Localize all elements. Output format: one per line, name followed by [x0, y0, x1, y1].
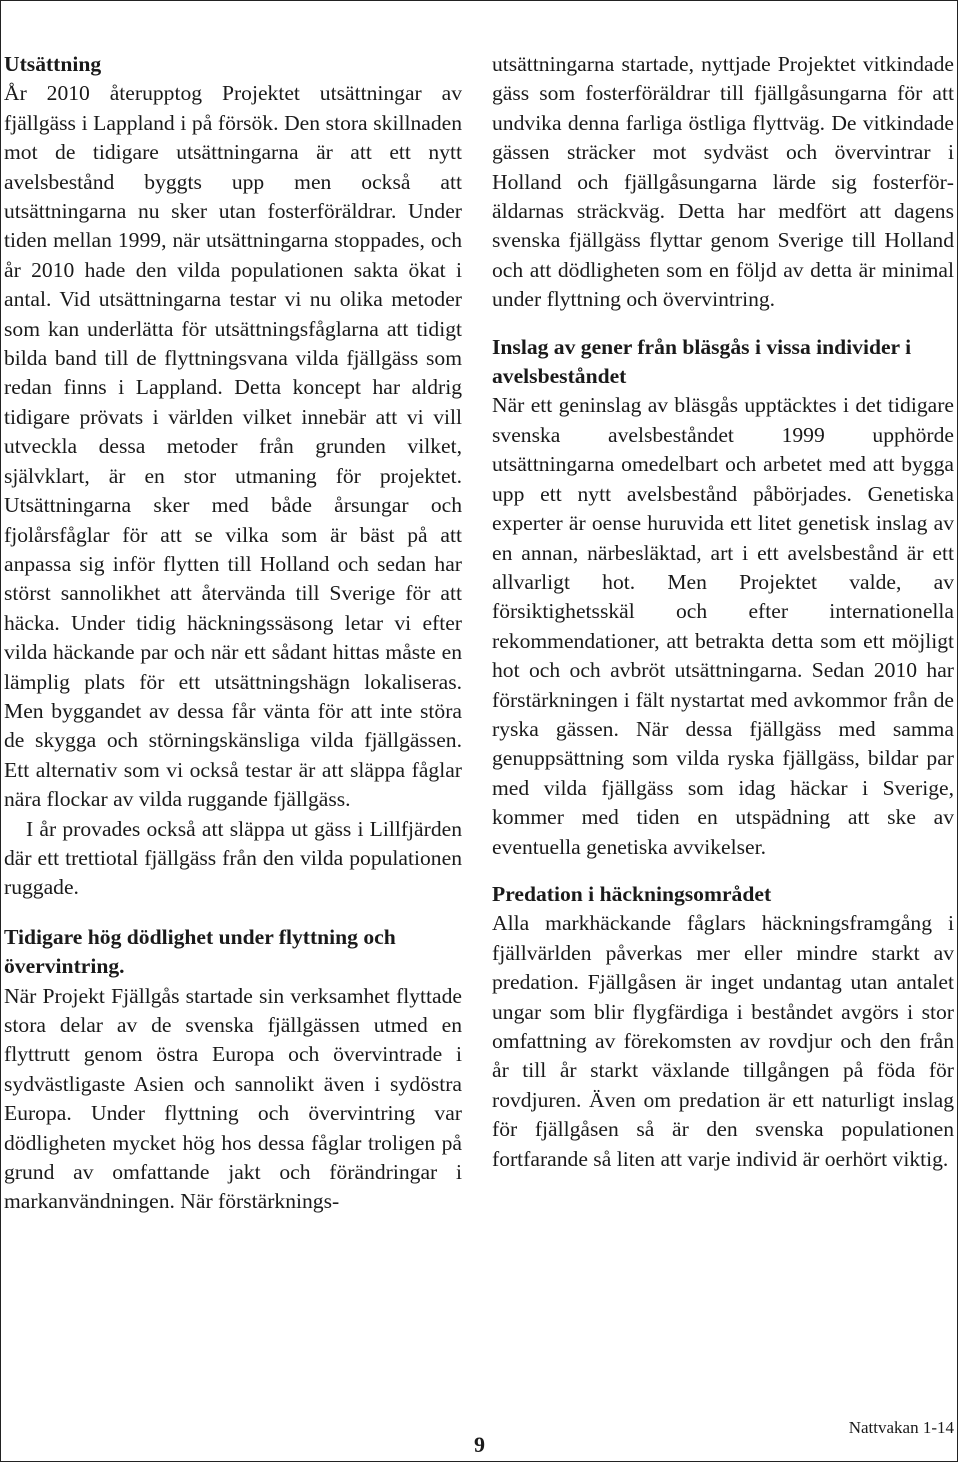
- section-heading-utsattning: Utsättning: [4, 52, 102, 76]
- body-paragraph: År 2010 återupptog Projektet utsättningar av fjällgäss i Lappland i på försök. Den stora skillnaden mot de tidigare utsättningarna är att ett nytt avelsbestånd byggts upp men också att utsättningarna nu sker utan fosterföräldrar. Under tiden mellan 1999, när utsättningarna stoppades, och år 2010 hade den vilda populationen sakta ökat i antal. Vid utsättningarna testar vi nu olika metoder som kan underlätta för utsättningsfåglarna att tidigt bilda band till de flyttningsvana vilda fjällgäss som redan finns i Lappland. Detta koncept har aldrig tidigare prövats i världen vilket innebär att vi vill utveckla dessa metoder från grunden vilket, självklart, är en stor utmaning för projektet. Utsättningarna sker med både årsungar och fjolårsfåglar för att se vilka som är bäst på att anpassa sig inför flytten till Holland och sedan har störst sannolikhet att återvända till Sverige för att häcka. Under tidig häckningssäsong letar vi efter vilda häckande par och när ett sådant hittas måste en lämplig plats för ett utsättningshägn lokaliseras. Men byggandet av dessa får vänta för att inte störa de skygga och störningskänsliga vilda fjällgässen. Ett alternativ som vi också testar är att släppa fåglar nära flockar av vilda ruggande fjällgäss.: [4, 81, 462, 812]
- section-heading-blasgas: Inslag av gener från bläsgås i vissa individer i avelsbeståndet: [492, 334, 912, 389]
- right-column: [492, 50, 954, 1174]
- body-paragraph: När Projekt Fjällgås startade sin verksamhet flyttade stora delar av de svenska fjällgässen utmed en flyttrutt genom östra Europa och övervintrade i sydvästligaste Asien och sannolikt även i sydöstra Europa. Under flyttning och övervintring var dödligheten mycket hög hos dessa fåglar troligen på grund av omfattande jakt och förändringar i markanvändningen. När förstärknings-: [4, 983, 462, 1214]
- page-number: 9: [474, 1432, 485, 1457]
- journal-reference: Nattvakan 1-14: [848, 1418, 954, 1437]
- body-paragraph: I år provades också att släppa ut gäss i Lillfjärden där ett trettiotal fjällgäss från den vilda populationen ruggade.: [4, 816, 462, 900]
- section-heading-predation: Predation i häckningsområdet: [492, 881, 772, 906]
- left-column: [4, 50, 462, 1217]
- section-heading-dodlighet: Tidigare hög dödlighet under flyttning och övervintring.: [4, 924, 396, 979]
- body-paragraph: utsättningarna startade, nyttjade Projektet vitkindade gäss som fosterföräldrar till fjällgåsungarna för att undvika denna farliga östliga flyttväg. De vitkindade gässen sträcker mot sydväst och övervintrar i Holland och fjällgåsungarna lärde sig fosterföräldarnas sträckväg. Detta har medfört att dagens svenska fjällgäss flyttar genom Sverige till Holland och att dödligheten som en följd av detta är minimal under flyttning och övervintring.: [492, 52, 954, 312]
- body-paragraph: När ett geninslag av bläsgås upptäcktes i det tidigare svenska avelsbeståndet 1999 upphörde utsättningarna omedelbart och arbetet med att bygga upp ett nytt avelsbestånd påbörjades. Genetiska experter är oense huruvida ett litet genetisk inslag av en annan, närbesläktad, art i ett avelsbestånd är ett allvarligt hot. Men Projektet valde, av försiktighetsskäl och efter internationella rekommendationer, att betrakta detta som ett möjligt hot och och avbröt utsättningarna. Sedan 2010 har förstärkningen i fält nystartat med avkommor från de ryska gässen. När dessa fjällgäss med samma genuppsättning som vilda ryska fjällgäss, bildar par med vilda fjällgäss som idag häckar i Sverige, kommer med tiden en utspädning att ske av eventuella genetiska avvikelser.: [492, 393, 954, 859]
- body-paragraph: Alla markhäckande fåglars häckningsframgång i fjällvärlden påverkas mer eller mindre starkt av predation. Fjällgåsen är inget undantag utan antalet ungar som blir flygfärdiga i beståndet avgörs i stor omfattning av förekomsten av rovdjur och den från år till år starkt växlande tillgången på föda för rovdjuren. Även om predation är ett naturligt inslag för fjällgåsen så är den svenska populationen fortfarande så liten att varje individ är oerhört viktig.: [492, 911, 954, 1171]
